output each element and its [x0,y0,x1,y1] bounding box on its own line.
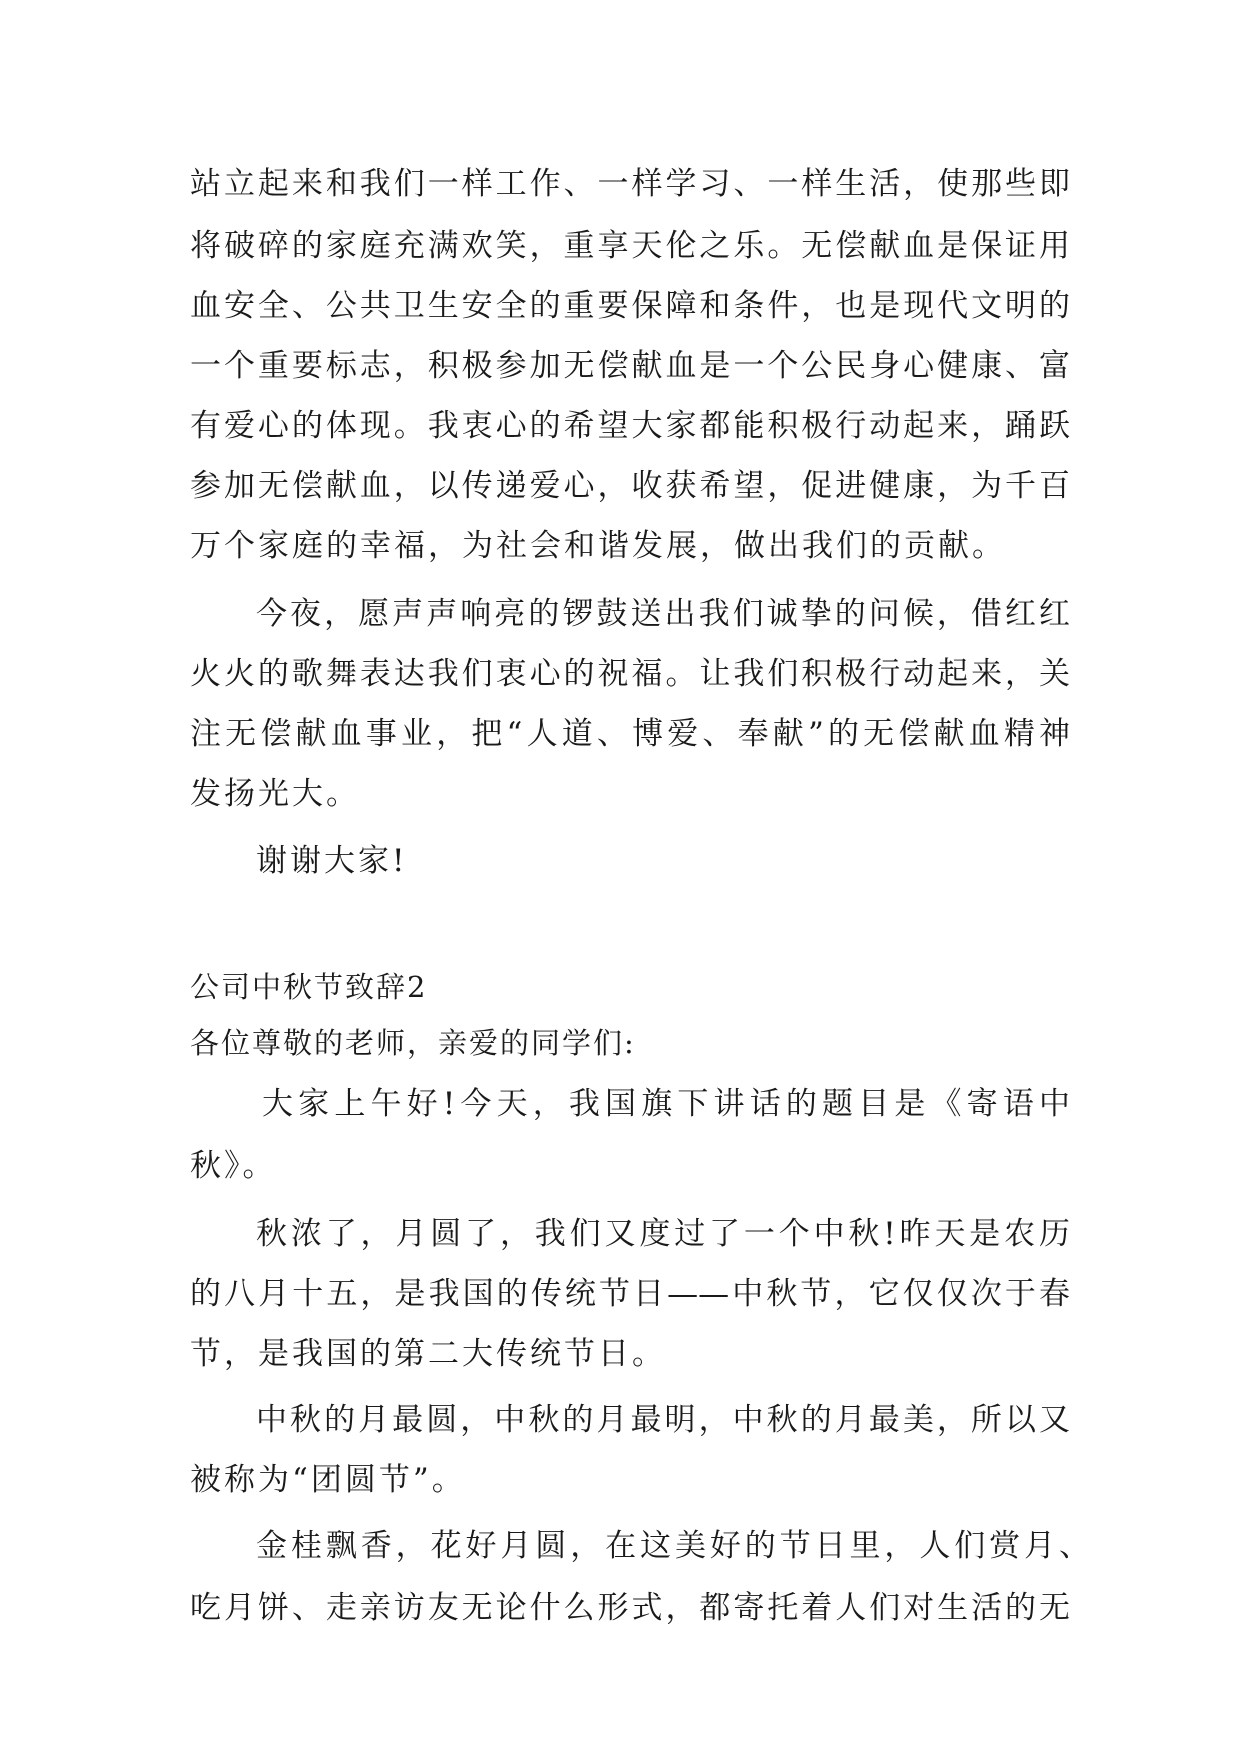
text-line: 大家上午好!今天，我国旗下讲话的题目是《寄语中 [262,1086,1070,1122]
text-line: 的八月十五，是我国的传统节日——中秋节，它仅仅次于春 [190,1276,1070,1312]
text-line: 参加无偿献血，以传递爱心，收获希望，促进健康，为千百 [190,468,1070,504]
text-line: 站立起来和我们一样工作、一样学习、一样生活，使那些即 [190,166,1070,202]
text-line: 秋浓了，月圆了，我们又度过了一个中秋!昨天是农历 [256,1216,1070,1252]
text-line: 秋》。 [190,1148,277,1184]
text-line: 中秋的月最圆，中秋的月最明，中秋的月最美，所以又 [256,1402,1070,1438]
text-line: 金桂飘香，花好月圆，在这美好的节日里，人们赏月、 [256,1528,1090,1564]
text-line: 一个重要标志，积极参加无偿献血是一个公民身心健康、富 [190,348,1070,384]
salutation: 各位尊敬的老师，亲爱的同学们: [190,1026,636,1060]
text-line: 被称为“团圆节”。 [190,1462,466,1498]
text-line: 万个家庭的幸福，为社会和谐发展，做出我们的贡献。 [190,528,1006,564]
text-line: 将破碎的家庭充满欢笑，重享天伦之乐。无偿献血是保证用 [190,228,1070,264]
text-line: 有爱心的体现。我衷心的希望大家都能积极行动起来，踊跃 [190,408,1070,444]
text-line: 今夜，愿声声响亮的锣鼓送出我们诚挚的问候，借红红 [256,596,1070,632]
text-line: 血安全、公共卫生安全的重要保障和条件，也是现代文明的 [190,288,1070,324]
text-line: 发扬光大。 [190,776,360,812]
closing-line: 谢谢大家! [256,843,408,879]
text-line: 注无偿献血事业，把“人道、博爱、奉献”的无偿献血精神 [190,716,1070,752]
section-heading: 公司中秋节致辞2 [190,970,428,1004]
text-line: 吃月饼、走亲访友无论什么形式，都寄托着人们对生活的无 [190,1590,1070,1626]
text-line: 火火的歌舞表达我们衷心的祝福。让我们积极行动起来，关 [190,656,1070,692]
text-line: 节，是我国的第二大传统节日。 [190,1336,666,1372]
